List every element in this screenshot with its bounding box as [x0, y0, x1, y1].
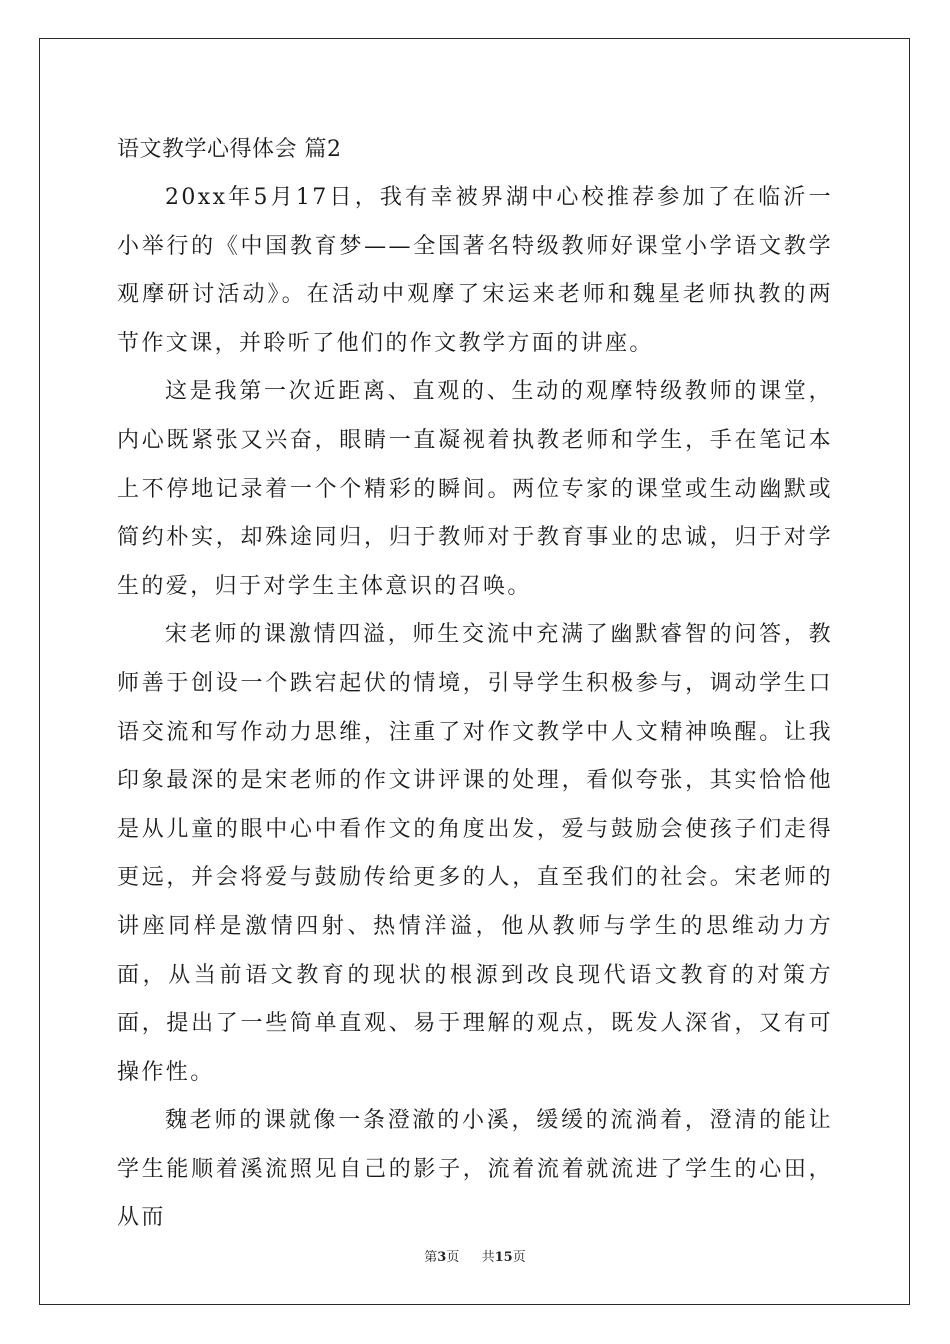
paragraph-2: 这是我第一次近距离、直观的、生动的观摩特级教师的课堂，内心既紧张又兴奋，眼睛一直凝视着执教老师和学生，手在笔记本上不停地记录着一个个精彩的瞬间。两位专家的课堂或生动幽默或简约朴实，却殊途同归，归于教师对于教育事业的忠诚，归于对学生的爱，归于对学生主体意识的召唤。 — [117, 379, 833, 599]
paragraph-4: 魏老师的课就像一条澄澈的小溪，缓缓的流淌着，澄清的能让学生能顺着溪流照见自己的影子，流着流着就流进了学生的心田，从而 — [117, 1108, 833, 1231]
total-pages-label — [482, 1246, 526, 1265]
page-footer — [0, 1246, 950, 1265]
page-number-label — [424, 1246, 459, 1265]
total-unit: 页 — [512, 1250, 526, 1265]
paragraph-3: 宋老师的课激情四溢，师生交流中充满了幽默睿智的问答，教师善于创设一个跌宕起伏的情境，引导学生积极参与，调动学生口语交流和写作动力思维，注重了对作文教学中人文精神唤醒。让我印象最深的是宋老师的作文讲评课的处理，看似夸张，其实恰恰他是从儿童的眼中心中看作文的角度出发，爱与鼓励会使孩子们走得更远，并会将爱与鼓励传给更多的人，直至我们的社会。宋老师的讲座同样是激情四射、热情洋溢，他从教师与学生的思维动力方面，从当前语文教育的现状的根源到改良现代语文教育的对策方面，提出了一些简单直观、易于理解的观点，既发人深省，又有可操作性。 — [117, 622, 833, 1085]
total-page-count: 15 — [494, 1250, 513, 1265]
paragraph-1: 20xx年5月17日，我有幸被界湖中心校推荐参加了在临沂一小举行的《中国教育梦——全国著名特级教师好课堂小学语文教学观摩研讨活动》。在活动中观摩了宋运来老师和魏星老师执教的两节作文课，并聆听了他们的作文教学方面的讲座。 — [117, 185, 833, 356]
page-prefix: 第 — [424, 1250, 438, 1265]
total-prefix: 共 — [481, 1250, 495, 1265]
section-heading: 语文教学心得体会 篇2 — [117, 137, 342, 162]
page-unit: 页 — [446, 1250, 460, 1265]
document-body — [117, 126, 833, 1243]
current-page-number: 3 — [437, 1250, 447, 1265]
